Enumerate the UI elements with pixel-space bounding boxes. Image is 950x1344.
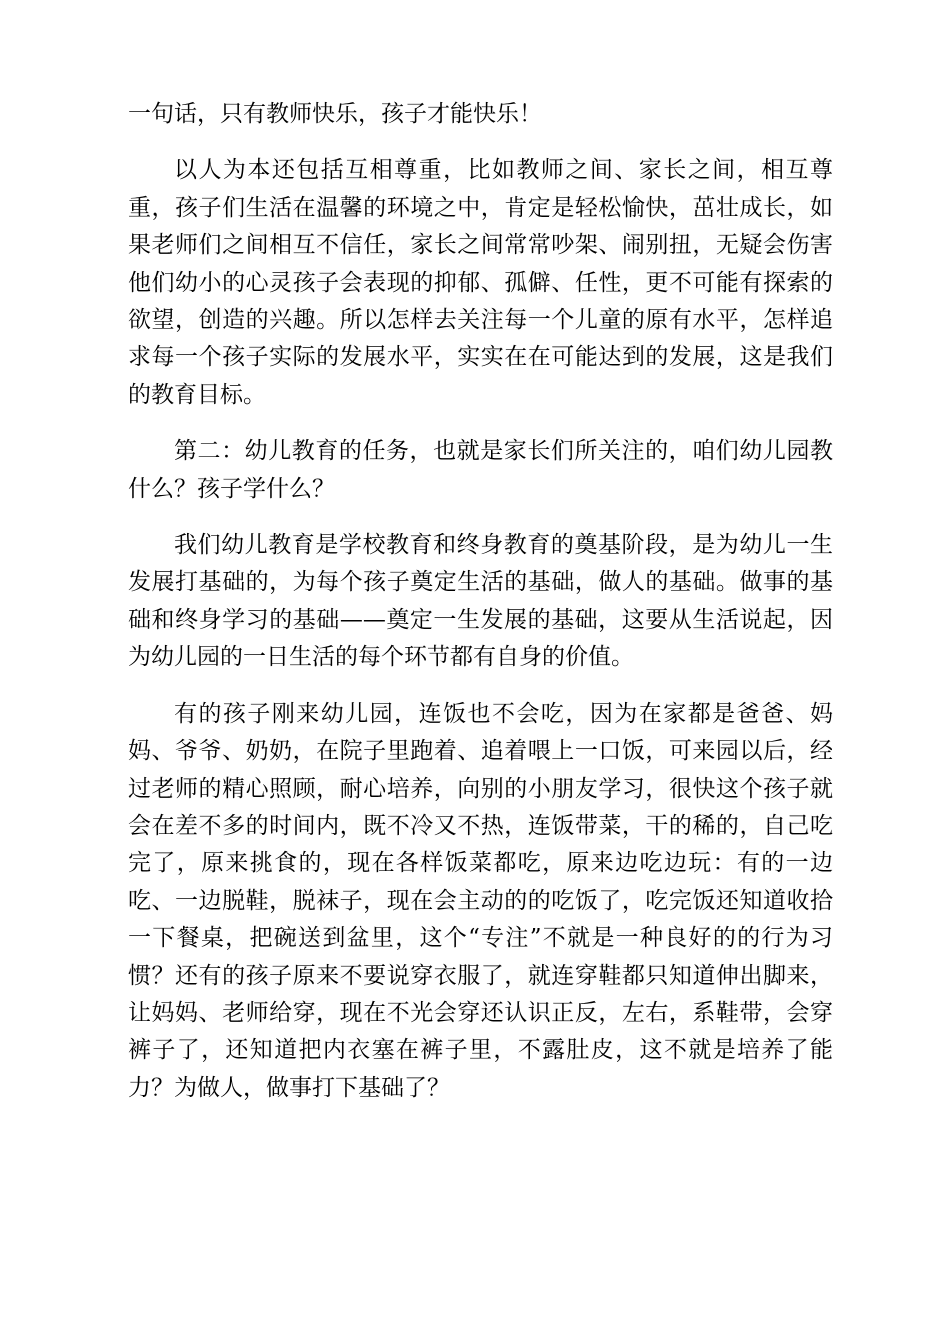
paragraph-5: 有的孩子刚来幼儿园，连饭也不会吃，因为在家都是爸爸、妈 妈、爷爷、奶奶，在院子里跑着、追着喂上一口饭，可来园以后，经过老师的精心照顾，耐心培养，向别的小朋友学习，很快这个孩子就会在差不多的时间内，既不冷又不热，连饭带菜，干的稀的，自己吃完了，原来挑食的，现在各样饭菜都吃，原来边吃边玩：有的一边吃、一边脱鞋，脱袜子，现在会主动的的吃饭了，吃完饭还知道收拾一下餐桌，把碗送到盆里，这个“专注”不就是一种良好的的行为习惯？还有的孩子原来不要说穿衣服了，就连穿鞋都只知道伸出脚来，让妈妈、老师给穿，现在不光会穿还认识正反，左右，系鞋带，会穿裤子了，还知道把内衣塞在裤子里，不露肚皮，这不就是培养了能力？为做人，做事打下基础了？ (128, 700, 833, 1101)
paragraph-2: 以人为本还包括互相尊重，比如教师之间、家长之间，相互尊重，孩子们生活在温馨的环境之中，肯定是轻松愉快，茁壮成长，如果老师们之间相互不信任，家长之间常常吵架、闹别扭，无疑会伤害他们幼小的心灵孩子会表现的抑郁、孤僻、任性，更不可能有探索的欲望，创造的兴趣。所以怎样去关注每一个儿童的原有水平，怎样追求每一个孩子实际的发展水平，实实在在可能达到的发展，这是我们的教育目标。 (128, 157, 833, 408)
paragraph-4: 我们幼儿教育是学校教育和终身教育的奠基阶段，是为幼儿一生发展打基础的，为每个孩子奠定生活的基础，做人的基础。做事的基础和终身学习的基础——奠定一生发展的基础，这要从生活说起，因为幼儿园的一日生活的每个环节都有自身的价值。 (128, 532, 833, 671)
document-body (128, 96, 833, 1107)
paragraph-1: 一句话，只有教师快乐，孩子才能快乐！ (128, 101, 542, 127)
paragraph-3: 第二：幼儿教育的任务，也就是家长们所关注的，咱们幼儿园教什么？孩子学什么？ (128, 438, 833, 502)
